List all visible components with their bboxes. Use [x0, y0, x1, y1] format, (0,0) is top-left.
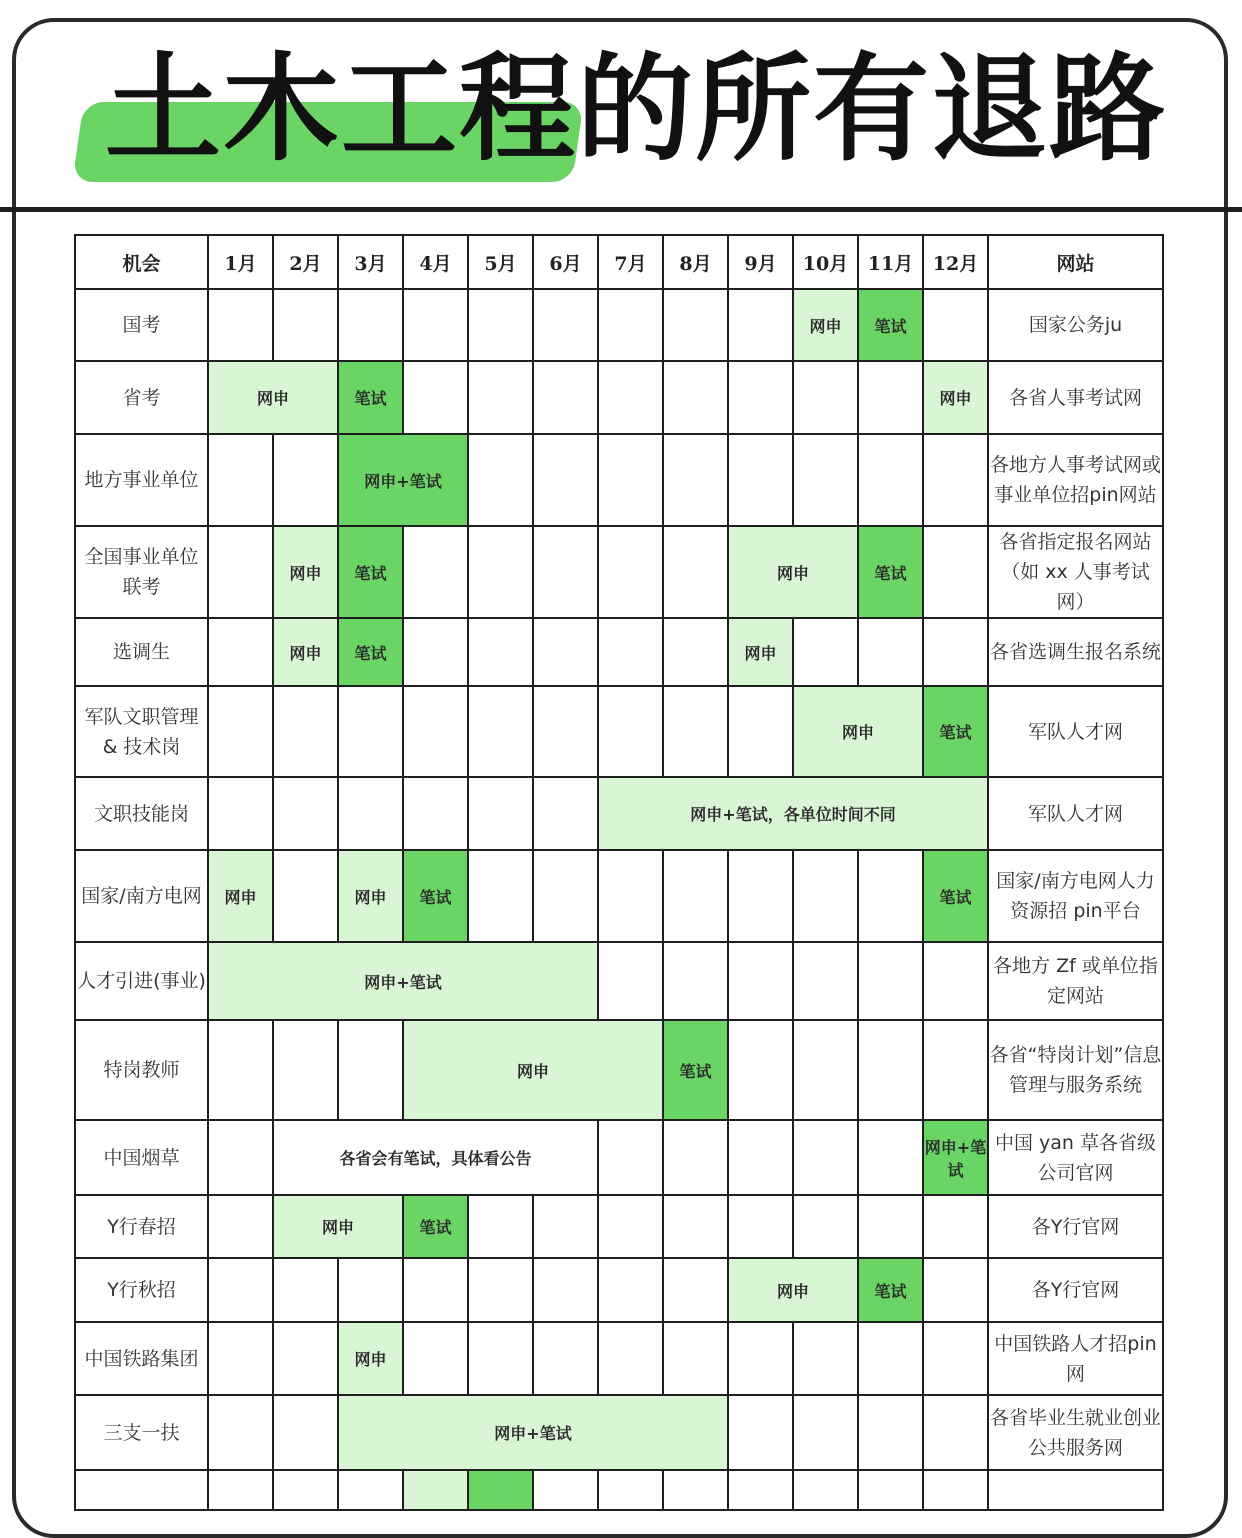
empty-month-cell [533, 850, 598, 942]
row-opportunity-name: Y行春招 [75, 1195, 208, 1258]
table-row [75, 777, 1163, 850]
header-month: 10月 [793, 235, 858, 289]
schedule-event-cell: 网申 [728, 526, 858, 618]
schedule-event-cell: 网申+笔试 [923, 1120, 988, 1195]
table-row [75, 526, 1163, 618]
empty-month-cell [273, 1470, 338, 1510]
empty-month-cell [923, 618, 988, 686]
schedule-event-cell: 笔试 [858, 1258, 923, 1322]
schedule-table [74, 234, 1164, 1511]
row-opportunity-name: 选调生 [75, 618, 208, 686]
schedule-event-cell: 笔试 [923, 850, 988, 942]
empty-month-cell [598, 942, 663, 1020]
table-row [75, 850, 1163, 942]
empty-month-cell [403, 361, 468, 434]
empty-month-cell [468, 434, 533, 526]
empty-month-cell [208, 1258, 273, 1322]
schedule-event-cell: 网申 [208, 361, 338, 434]
schedule-event-cell: 网申 [208, 850, 273, 942]
empty-month-cell [208, 1470, 273, 1510]
schedule-event-cell [403, 1470, 468, 1510]
row-website: 军队人才网 [988, 686, 1163, 777]
empty-month-cell [923, 1322, 988, 1395]
empty-month-cell [923, 1195, 988, 1258]
table-row [75, 1322, 1163, 1395]
schedule-event-cell: 网申 [273, 618, 338, 686]
empty-month-cell [533, 777, 598, 850]
empty-month-cell [468, 777, 533, 850]
schedule-event-cell: 网申 [728, 1258, 858, 1322]
table-row [75, 1120, 1163, 1195]
empty-month-cell [598, 1195, 663, 1258]
empty-month-cell [663, 850, 728, 942]
empty-month-cell [728, 1120, 793, 1195]
empty-month-cell [923, 1395, 988, 1470]
empty-month-cell [663, 1120, 728, 1195]
schedule-event-cell: 笔试 [338, 618, 403, 686]
empty-month-cell [403, 526, 468, 618]
row-opportunity-name: 文职技能岗 [75, 777, 208, 850]
empty-month-cell [728, 1195, 793, 1258]
empty-month-cell [728, 434, 793, 526]
empty-month-cell [208, 1395, 273, 1470]
empty-month-cell [858, 1322, 923, 1395]
empty-month-cell [728, 1322, 793, 1395]
empty-month-cell [208, 1322, 273, 1395]
empty-month-cell [858, 618, 923, 686]
schedule-event-cell: 笔试 [338, 361, 403, 434]
empty-month-cell [208, 434, 273, 526]
empty-month-cell [403, 1258, 468, 1322]
row-opportunity-name: 省考 [75, 361, 208, 434]
table-row [75, 434, 1163, 526]
empty-month-cell [468, 361, 533, 434]
empty-month-cell [273, 1322, 338, 1395]
schedule-event-cell: 笔试 [403, 850, 468, 942]
empty-month-cell [923, 434, 988, 526]
schedule-event-cell: 网申 [728, 618, 793, 686]
empty-month-cell [728, 361, 793, 434]
empty-month-cell [663, 618, 728, 686]
empty-month-cell [598, 289, 663, 361]
empty-month-cell [338, 1258, 403, 1322]
empty-month-cell [598, 434, 663, 526]
empty-month-cell [858, 1195, 923, 1258]
header-month: 4月 [403, 235, 468, 289]
schedule-event-cell: 网申+笔试 [338, 434, 468, 526]
empty-month-cell [208, 777, 273, 850]
empty-month-cell [533, 526, 598, 618]
row-website [988, 1470, 1163, 1510]
empty-month-cell [208, 1020, 273, 1120]
empty-month-cell [273, 434, 338, 526]
header-row [75, 235, 1163, 289]
empty-month-cell [338, 1020, 403, 1120]
empty-month-cell [403, 618, 468, 686]
schedule-event-cell: 网申 [273, 526, 338, 618]
schedule-event-cell: 网申+笔试 [338, 1395, 728, 1470]
schedule-event-cell: 网申 [403, 1020, 663, 1120]
empty-month-cell [468, 686, 533, 777]
empty-month-cell [468, 1195, 533, 1258]
empty-month-cell [858, 850, 923, 942]
schedule-event-cell: 网申 [793, 289, 858, 361]
empty-month-cell [728, 1020, 793, 1120]
empty-month-cell [598, 686, 663, 777]
row-website: 各省“特岗计划”信息管理与服务系统 [988, 1020, 1163, 1120]
empty-month-cell [403, 686, 468, 777]
empty-month-cell [598, 1322, 663, 1395]
empty-month-cell [858, 1395, 923, 1470]
schedule-event-cell: 网申 [923, 361, 988, 434]
schedule-event-cell: 网申+笔试，各单位时间不同 [598, 777, 988, 850]
empty-month-cell [923, 1258, 988, 1322]
row-opportunity-name: 三支一扶 [75, 1395, 208, 1470]
empty-month-cell [273, 1395, 338, 1470]
empty-month-cell [858, 1120, 923, 1195]
schedule-event-cell: 网申 [273, 1195, 403, 1258]
empty-month-cell [663, 361, 728, 434]
row-website: 军队人才网 [988, 777, 1163, 850]
row-opportunity-name: 全国事业单位联考 [75, 526, 208, 618]
empty-month-cell [273, 686, 338, 777]
schedule-event-cell: 笔试 [403, 1195, 468, 1258]
row-website: 各Y行官网 [988, 1195, 1163, 1258]
empty-month-cell [468, 526, 533, 618]
schedule-event-cell: 网申+笔试 [208, 942, 598, 1020]
empty-month-cell [598, 1470, 663, 1510]
empty-month-cell [338, 686, 403, 777]
page-title: 土木工程的所有退路 [105, 42, 1167, 177]
empty-month-cell [533, 686, 598, 777]
empty-month-cell [923, 1020, 988, 1120]
empty-month-cell [468, 850, 533, 942]
schedule-event-cell: 笔试 [858, 526, 923, 618]
schedule-event-cell: 网申 [338, 1322, 403, 1395]
schedule-event-cell: 笔试 [338, 526, 403, 618]
empty-month-cell [208, 289, 273, 361]
header-month: 8月 [663, 235, 728, 289]
empty-month-cell [663, 1195, 728, 1258]
empty-month-cell [923, 942, 988, 1020]
empty-month-cell [208, 1195, 273, 1258]
empty-month-cell [273, 777, 338, 850]
empty-month-cell [598, 1120, 663, 1195]
row-opportunity-name: 国考 [75, 289, 208, 361]
row-opportunity-name: 军队文职管理 & 技术岗 [75, 686, 208, 777]
empty-month-cell [208, 1120, 273, 1195]
header-month: 2月 [273, 235, 338, 289]
header-month: 7月 [598, 235, 663, 289]
title-divider [0, 207, 1242, 212]
empty-month-cell [598, 1258, 663, 1322]
row-opportunity-name [75, 1470, 208, 1510]
row-opportunity-name: 地方事业单位 [75, 434, 208, 526]
empty-month-cell [793, 1020, 858, 1120]
empty-month-cell [728, 942, 793, 1020]
row-website: 国家/南方电网人力资源招 pin平台 [988, 850, 1163, 942]
empty-month-cell [533, 1258, 598, 1322]
schedule-event-cell: 各省会有笔试，具体看公告 [273, 1120, 598, 1195]
table-row [75, 1395, 1163, 1470]
empty-month-cell [533, 618, 598, 686]
row-website: 各Y行官网 [988, 1258, 1163, 1322]
empty-month-cell [663, 1258, 728, 1322]
header-month: 5月 [468, 235, 533, 289]
empty-month-cell [663, 1322, 728, 1395]
schedule-event-cell: 网申 [793, 686, 923, 777]
table-row [75, 289, 1163, 361]
empty-month-cell [663, 526, 728, 618]
table-row [75, 1020, 1163, 1120]
empty-month-cell [468, 1322, 533, 1395]
empty-month-cell [403, 289, 468, 361]
table-row [75, 361, 1163, 434]
empty-month-cell [793, 1395, 858, 1470]
empty-month-cell [338, 777, 403, 850]
table-row [75, 1195, 1163, 1258]
empty-month-cell [663, 1470, 728, 1510]
row-opportunity-name: 中国铁路集团 [75, 1322, 208, 1395]
empty-month-cell [663, 434, 728, 526]
row-website: 中国 yan 草各省级公司官网 [988, 1120, 1163, 1195]
row-website: 各地方人事考试网或事业单位招pin网站 [988, 434, 1163, 526]
empty-month-cell [728, 686, 793, 777]
empty-month-cell [598, 526, 663, 618]
empty-month-cell [273, 289, 338, 361]
table-row [75, 1470, 1163, 1510]
header-month: 9月 [728, 235, 793, 289]
row-website: 各省人事考试网 [988, 361, 1163, 434]
empty-month-cell [468, 289, 533, 361]
table-row [75, 1258, 1163, 1322]
schedule-event-cell: 网申 [338, 850, 403, 942]
header-site: 网站 [988, 235, 1163, 289]
empty-month-cell [273, 1258, 338, 1322]
table-row [75, 686, 1163, 777]
schedule-event-cell: 笔试 [923, 686, 988, 777]
empty-month-cell [793, 434, 858, 526]
empty-month-cell [208, 686, 273, 777]
empty-month-cell [533, 1470, 598, 1510]
table-row [75, 618, 1163, 686]
row-opportunity-name: 人才引进(事业) [75, 942, 208, 1020]
empty-month-cell [858, 1020, 923, 1120]
empty-month-cell [793, 1120, 858, 1195]
empty-month-cell [403, 777, 468, 850]
empty-month-cell [793, 1195, 858, 1258]
header-month: 12月 [923, 235, 988, 289]
header-month: 6月 [533, 235, 598, 289]
header-month: 3月 [338, 235, 403, 289]
row-website: 各省毕业生就业创业公共服务网 [988, 1395, 1163, 1470]
empty-month-cell [793, 361, 858, 434]
schedule-event-cell: 笔试 [858, 289, 923, 361]
row-opportunity-name: Y行秋招 [75, 1258, 208, 1322]
empty-month-cell [598, 618, 663, 686]
empty-month-cell [533, 434, 598, 526]
empty-month-cell [533, 361, 598, 434]
empty-month-cell [273, 850, 338, 942]
empty-month-cell [858, 361, 923, 434]
empty-month-cell [468, 1258, 533, 1322]
empty-month-cell [793, 618, 858, 686]
empty-month-cell [728, 1395, 793, 1470]
table-row [75, 942, 1163, 1020]
empty-month-cell [923, 526, 988, 618]
empty-month-cell [793, 850, 858, 942]
empty-month-cell [533, 289, 598, 361]
empty-month-cell [273, 1020, 338, 1120]
empty-month-cell [533, 1195, 598, 1258]
row-opportunity-name: 国家/南方电网 [75, 850, 208, 942]
empty-month-cell [663, 686, 728, 777]
empty-month-cell [793, 1322, 858, 1395]
header-month: 1月 [208, 235, 273, 289]
empty-month-cell [533, 1322, 598, 1395]
schedule-event-cell: 笔试 [663, 1020, 728, 1120]
row-website: 各省选调生报名系统 [988, 618, 1163, 686]
empty-month-cell [728, 1470, 793, 1510]
empty-month-cell [338, 1470, 403, 1510]
empty-month-cell [858, 942, 923, 1020]
empty-month-cell [598, 361, 663, 434]
empty-month-cell [208, 526, 273, 618]
header-opportunity: 机会 [75, 235, 208, 289]
row-website: 各省指定报名网站（如 xx 人事考试网） [988, 526, 1163, 618]
row-website: 中国铁路人才招pin 网 [988, 1322, 1163, 1395]
empty-month-cell [403, 1322, 468, 1395]
empty-month-cell [663, 289, 728, 361]
empty-month-cell [208, 618, 273, 686]
empty-month-cell [923, 289, 988, 361]
empty-month-cell [338, 289, 403, 361]
empty-month-cell [858, 434, 923, 526]
row-website: 各地方 Zf 或单位指定网站 [988, 942, 1163, 1020]
empty-month-cell [793, 1470, 858, 1510]
empty-month-cell [663, 942, 728, 1020]
header-month: 11月 [858, 235, 923, 289]
empty-month-cell [923, 1470, 988, 1510]
empty-month-cell [728, 850, 793, 942]
empty-month-cell [793, 942, 858, 1020]
empty-month-cell [468, 618, 533, 686]
row-website: 国家公务ju [988, 289, 1163, 361]
row-opportunity-name: 特岗教师 [75, 1020, 208, 1120]
empty-month-cell [858, 1470, 923, 1510]
schedule-event-cell [468, 1470, 533, 1510]
empty-month-cell [598, 850, 663, 942]
empty-month-cell [728, 289, 793, 361]
row-opportunity-name: 中国烟草 [75, 1120, 208, 1195]
